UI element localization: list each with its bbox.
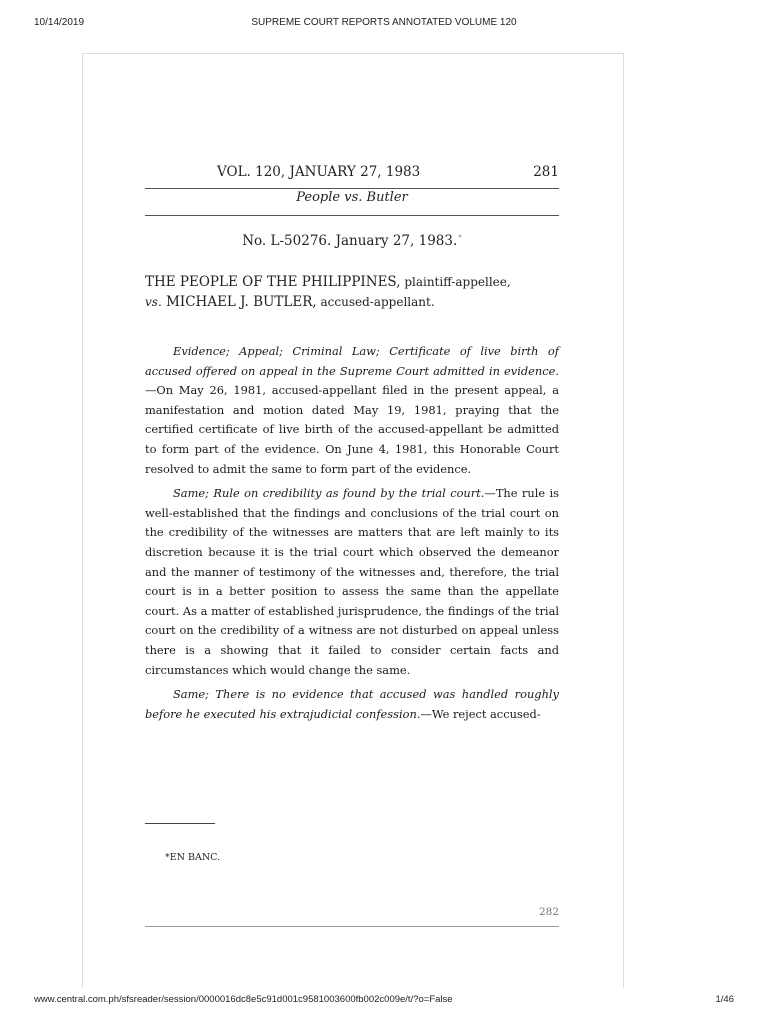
plaintiff-role: plaintiff-appellee, bbox=[400, 275, 511, 289]
accused-name: MICHAEL J. BUTLER, bbox=[161, 294, 317, 310]
case-number bbox=[145, 233, 559, 249]
syllabus-paragraph bbox=[145, 342, 559, 479]
page-break-rule bbox=[145, 926, 559, 927]
print-url: www.central.com.ph/sfsreader/session/0000016dc8e5c91d001c9581003600fb002c009e/t/?o=False bbox=[34, 994, 453, 1005]
next-page-number: 282 bbox=[538, 906, 559, 918]
accused-role: accused-appellant. bbox=[316, 295, 435, 309]
versus: vs. bbox=[145, 295, 162, 309]
running-head bbox=[145, 164, 559, 184]
plaintiff-name: THE PEOPLE OF THE PHILIPPINES, bbox=[145, 274, 401, 290]
syllabus-text: —We reject accused- bbox=[420, 706, 541, 721]
syllabus-heading: Same; There is no evidence that accused was handled roughly before he executed his extrajudicial confession. bbox=[145, 687, 559, 721]
header-rule-top bbox=[145, 188, 559, 189]
case-title bbox=[145, 272, 559, 312]
syllabus-heading: Evidence; Appeal; Criminal Law; Certificate of live birth of accused offered on appeal in the Supreme Court admitted in evidence. bbox=[145, 344, 559, 378]
volume-line: VOL. 120, JANUARY 27, 1983 bbox=[217, 164, 421, 180]
header-rule-bottom bbox=[145, 215, 559, 216]
print-header-title: SUPREME COURT REPORTS ANNOTATED VOLUME 120 bbox=[251, 17, 517, 28]
syllabus bbox=[145, 342, 559, 729]
footnote-rule bbox=[145, 823, 215, 824]
syllabus-text: —On May 26, 1981, accused-appellant filed in the present appeal, a manifestation and motion dated May 19, 1981, praying that the certified certificate of live birth of the accused-appellant be admitted to form part of the evidence. On June 4, 1981, this Honorable Court resolved to admit the same to form part of the evidence. bbox=[145, 383, 559, 476]
print-date: 10/14/2019 bbox=[34, 17, 85, 28]
print-page-count: 1/46 bbox=[715, 994, 734, 1005]
syllabus-paragraph bbox=[145, 484, 559, 680]
parties-header: People vs. Butler bbox=[296, 190, 408, 205]
page-number: 281 bbox=[533, 164, 559, 180]
footnote: *EN BANC. bbox=[165, 852, 221, 863]
syllabus-paragraph bbox=[145, 685, 559, 724]
syllabus-heading: Same; Rule on credibility as found by the trial court. bbox=[173, 486, 485, 501]
syllabus-text: —The rule is well-established that the findings and conclusions of the trial court on the credibility of the witnesses are matters that are left mainly to its discretion because it is the trial court which observed the demeanor and the manner of testimony of the witnesses and, therefore, the trial court is in a better position to assess the same than the appellate court. As a matter of established jurisprudence, the findings of the trial court on the credibility of a witness are not disturbed on appeal unless there is a showing that it failed to consider certain facts and circumstances which would change the same. bbox=[145, 486, 559, 677]
footnote-link[interactable]: * bbox=[458, 233, 462, 242]
case-number-text: No. L-50276. January 27, 1983. bbox=[242, 233, 458, 249]
